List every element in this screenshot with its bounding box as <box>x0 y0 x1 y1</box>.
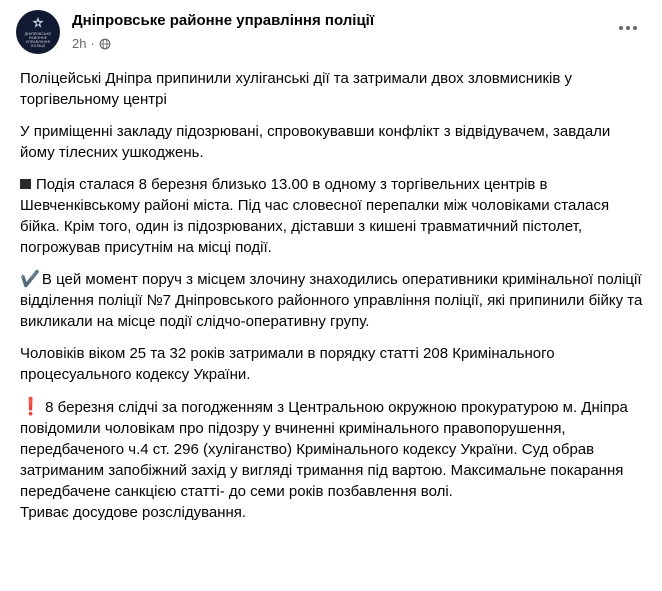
more-options-icon <box>618 25 638 31</box>
police-badge-icon <box>31 16 45 30</box>
check-mark-icon: ✔️ <box>20 271 40 288</box>
paragraph-text: 8 березня слідчі за погодженням з Центральною окружною прокуратурою м. Дніпра повідомили чоловікам про підозру у вчиненні кримінального правопорушення, передбаченого ч.4 ст. 296 (хуліганство) Кримінального кодексу України. Суд обрав затриманим запобіжний захід у вигляді тримання під вартою. Максимальне покарання передбачене санкцією статті- до семи років позбавлення волі. <box>20 399 628 500</box>
page-avatar[interactable] <box>16 10 60 54</box>
page-name-link[interactable]: Дніпровське районне управління поліції <box>72 12 375 29</box>
post-paragraph-closing: Триває досудове розслідування. <box>20 504 247 521</box>
post-timestamp-link[interactable]: 2h <box>72 36 87 51</box>
post-paragraph-event <box>20 174 645 258</box>
black-square-emoji-icon <box>20 179 31 189</box>
more-options-button[interactable] <box>610 10 646 46</box>
paragraph-text: Подія сталася 8 березня близько 13.00 в одному з торгівельних центрів в Шевченківському районі міста. Під час словесної перепалки між чоловіками сталася бійка. Крім того, один із підозрюваних, діставши з кишені травматичний пістолет, погрожував присутнім на місці події. <box>20 176 610 256</box>
post-paragraph-operatives <box>20 269 645 332</box>
avatar-seal-text: ДНІПРОВСЬКЕ РАЙОННЕ УПРАВЛІННЯ ПОЛІЦІЇ <box>24 32 52 48</box>
post-paragraph-headline: Поліцейські Дніпра припинили хуліганські дії та затримали двох зловмисників у торгівельному центрі <box>20 70 572 108</box>
post-paragraph-detention: Чоловіків віком 25 та 32 років затримали в порядку статті 208 Кримінального процесуального кодексу України. <box>20 345 555 383</box>
exclamation-icon: ❗ <box>20 397 42 416</box>
post-paragraph: У приміщенні закладу підозрювані, спровокувавши конфлікт з відвідувачем, завдали йому тілесних ушкоджень. <box>20 123 611 161</box>
post-paragraph-suspicion <box>20 396 645 502</box>
post-header <box>16 10 646 54</box>
globe-icon[interactable] <box>99 38 111 50</box>
paragraph-text: В цей момент поруч з місцем злочину знаходились оперативники кримінальної поліції відділення поліції №7 Дніпровського районного управління поліції, які припинили бійку та викликали на місце події слідчо-оперативну групу. <box>20 271 643 330</box>
post-meta <box>72 36 111 51</box>
post-body <box>20 68 645 523</box>
meta-separator: · <box>90 36 95 51</box>
